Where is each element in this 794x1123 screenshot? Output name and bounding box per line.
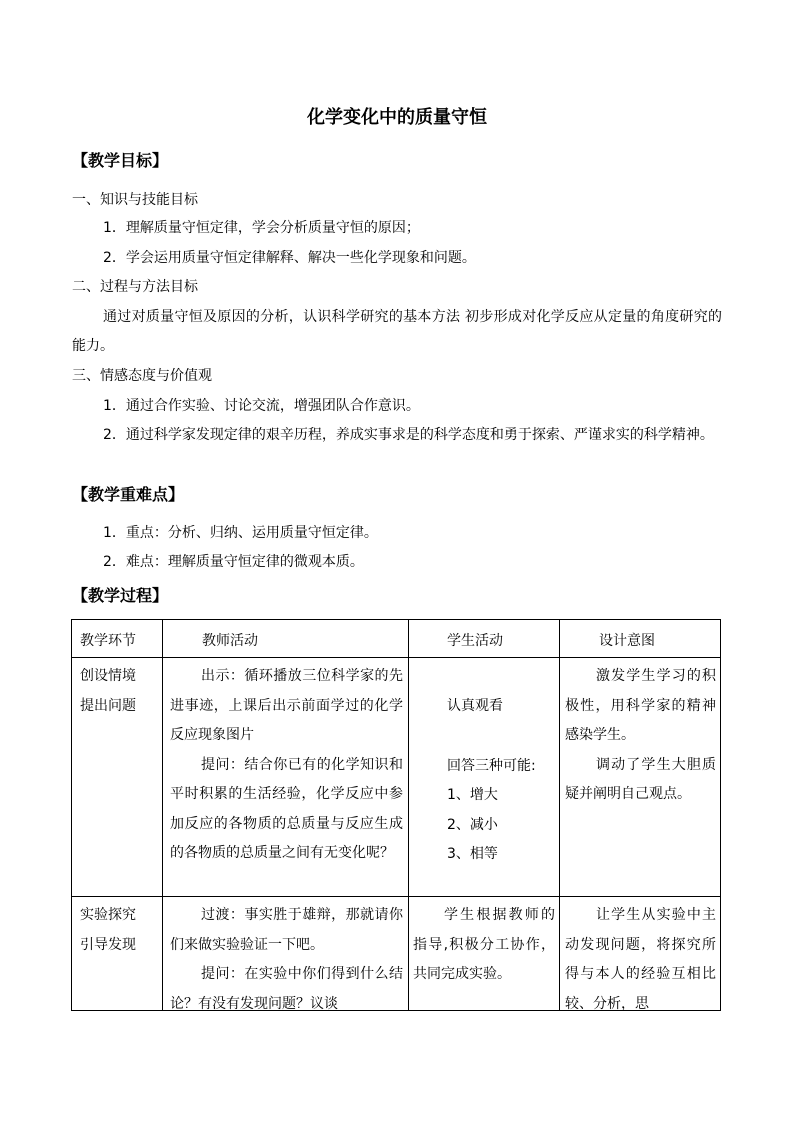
difficulty-item: 2．难点：理解质量守恒定律的微观本质。	[103, 554, 364, 570]
table-cell-design	[565, 901, 716, 1019]
student-activity-text: 认真观看	[447, 698, 503, 714]
teacher-activity-text: 过渡：事实胜于雄辩，那就请你们来做实验验证一下吧。	[170, 907, 403, 953]
table-cell-stage	[80, 662, 158, 721]
design-intent-text: 让学生从实验中主动发现问题，将探究所得与本人的经验互相比较、分析，思	[565, 907, 716, 1012]
student-activity-text: 学生根据教师的指导,积极分工协作，共同完成实验。	[413, 907, 555, 982]
goal-item: 1．通过合作实验、讨论交流，增强团队合作意识。	[103, 398, 420, 414]
process-methods-paragraph: 通过对质量守恒及原因的分析，认识科学研究的基本方法 初步形成对化学反应从定量的角度研究的能力。	[72, 309, 722, 354]
goal-item: 1．理解质量守恒定律，学会分析质量守恒的原因；	[103, 220, 420, 236]
table-cell-student	[413, 901, 555, 990]
table-cell-teacher	[170, 662, 403, 869]
header-stage: 教学环节	[80, 633, 136, 649]
subheading-knowledge-skills: 一、知识与技能目标	[72, 192, 198, 208]
document-title: 化学变化中的质量守恒	[307, 107, 487, 128]
stage-label: 提出问题	[80, 697, 136, 714]
design-intent-text: 激发学生学习的积极性，用科学家的精神感染学生。	[565, 668, 716, 743]
student-activity-text: 回答三种可能:	[447, 757, 536, 774]
student-activity-text: 2、减小	[447, 816, 498, 833]
student-activity-text: 1、增大	[447, 787, 498, 803]
goal-item-paragraph: 2．通过科学家发现定律的艰辛历程，养成实事求是的科学态度和勇于探索、严谨求实的科学精神。	[103, 427, 714, 443]
design-intent-text: 调动了学生大胆质疑并阐明自己观点。	[565, 756, 716, 802]
header-design-intent: 设计意图	[599, 633, 655, 649]
heading-teaching-goals: 【教学目标】	[72, 151, 169, 170]
teacher-activity-text: 提问：在实验中你们得到什么结论？有没有发现问题？议谈	[170, 966, 403, 1012]
subheading-process-methods: 二、过程与方法目标	[72, 279, 198, 295]
teaching-process-table	[71, 619, 721, 1011]
header-teacher-activity: 教师活动	[202, 633, 258, 649]
teacher-activity-text: 提问：结合你已有的化学知识和平时积累的生活经验，化学反应中参加反应的各物质的总质量与反应生成的各物质的总质量之间有无变化呢？	[170, 756, 403, 861]
stage-label: 引导发现	[80, 936, 136, 953]
teacher-activity-text: 出示：循环播放三位科学家的先进事迹，上课后出示前面学过的化学反应现象图片	[170, 668, 403, 743]
stage-label: 创设情境	[80, 668, 136, 684]
subheading-attitudes-values: 三、情感态度与价值观	[72, 368, 212, 384]
header-student-activity: 学生活动	[447, 633, 503, 649]
table-cell-stage	[80, 901, 158, 960]
heading-key-difficulties: 【教学重难点】	[72, 485, 185, 504]
key-point-item: 1．重点：分析、归纳、运用质量守恒定律。	[103, 525, 378, 541]
stage-label: 实验探究	[80, 907, 136, 923]
goal-item: 2．学会运用质量守恒定律解释、解决一些化学现象和问题。	[103, 250, 476, 266]
student-activity-text: 3、相等	[447, 846, 498, 862]
table-cell-student	[447, 692, 555, 870]
table-cell-teacher	[170, 901, 403, 1019]
table-cell-design	[565, 662, 716, 810]
heading-teaching-process: 【教学过程】	[72, 586, 169, 605]
